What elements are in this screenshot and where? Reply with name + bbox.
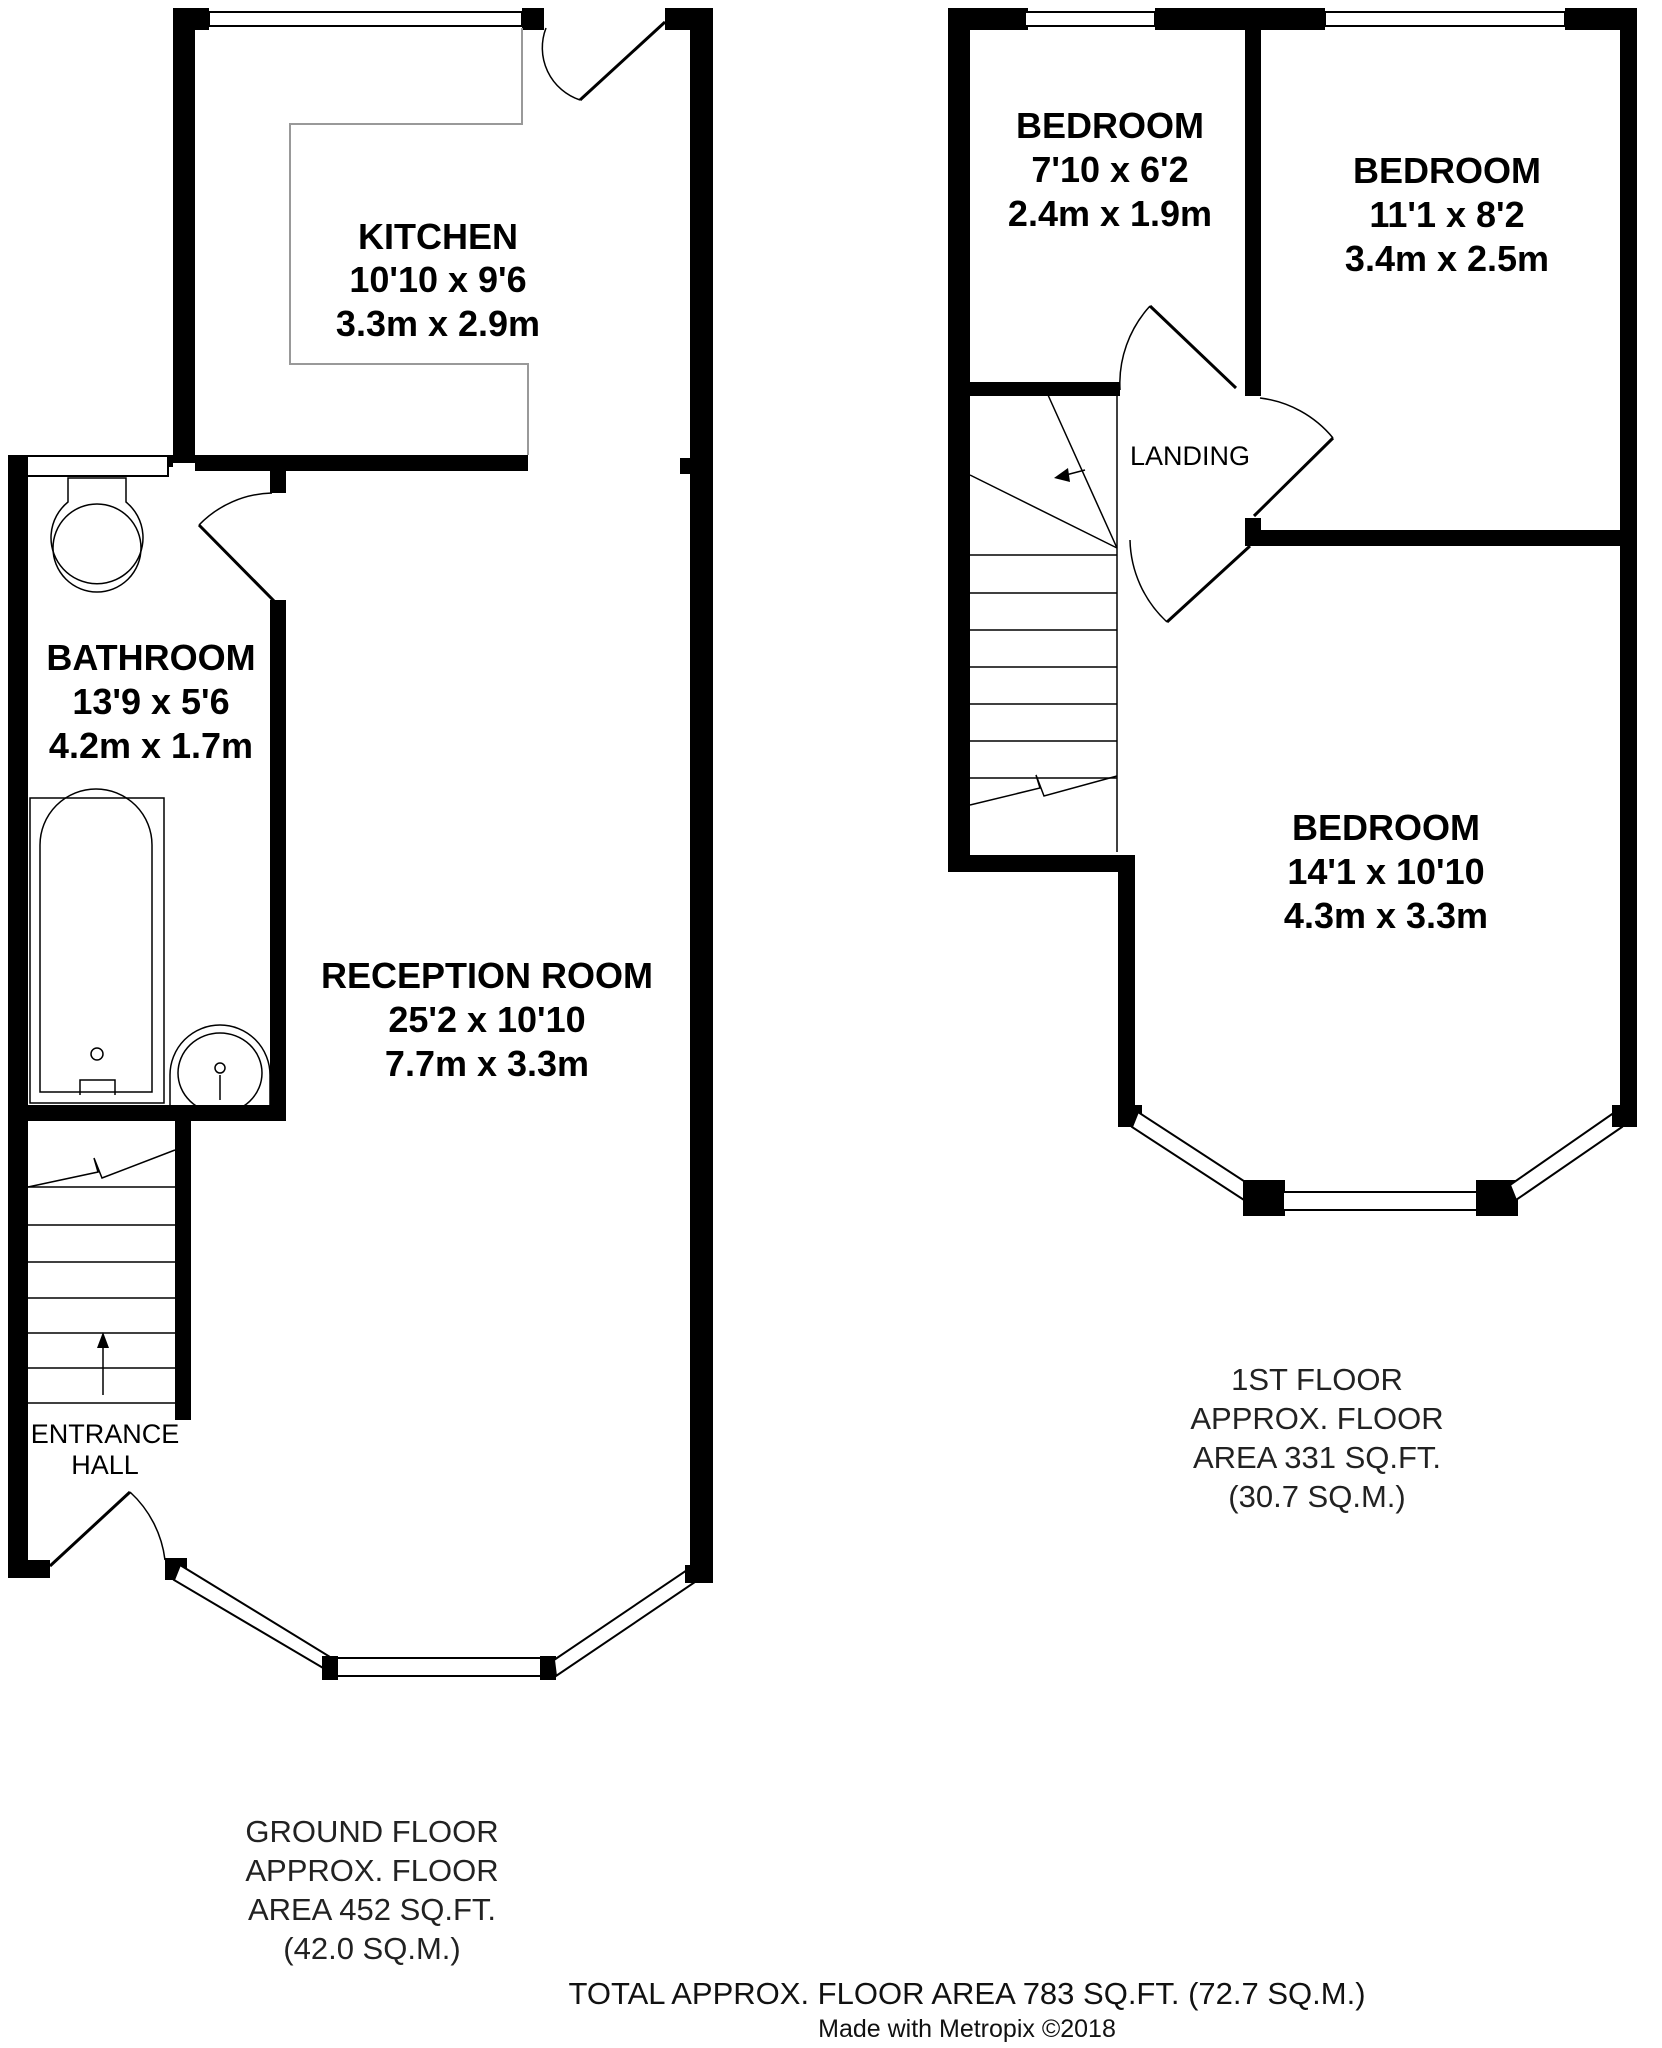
rear-bedroom-label	[1345, 150, 1549, 279]
bathtub-icon	[30, 789, 164, 1103]
ff-wall-small-bedroom-south	[970, 382, 1120, 396]
ff-wall-east	[1620, 8, 1637, 1113]
kitchen-metric: 3.3m x 2.9m	[335, 303, 541, 344]
bathroom-wall-south	[8, 1105, 286, 1121]
gf-area-line4: (42.0 SQ.M.)	[283, 1931, 461, 1966]
kitchen-wall-south	[195, 455, 528, 471]
kitchen-window	[209, 12, 522, 26]
ff-window-small-bedroom	[1025, 12, 1155, 26]
bathroom-door-jamb	[270, 471, 286, 493]
bathroom-door	[199, 525, 278, 605]
rear-bedroom-metric: 3.4m x 2.5m	[1344, 238, 1550, 279]
basin-icon	[170, 1025, 270, 1113]
small-bedroom-name: BEDROOM	[1016, 105, 1204, 146]
small-bedroom-label	[1008, 105, 1212, 234]
small-bedroom-imperial: 7'10 x 6'2	[1031, 149, 1189, 190]
credit-text: Made with Metropix ©2018	[818, 2015, 1116, 2043]
small-bedroom-door-swing	[1120, 306, 1150, 390]
ff-wall-north-mid	[1155, 8, 1325, 30]
rear-bedroom-door-swing	[1260, 398, 1333, 438]
reception-room-label	[321, 955, 653, 1084]
front-bedroom-bay-window	[1118, 1105, 1637, 1216]
reception-metric: 7.7m x 3.3m	[384, 1043, 590, 1084]
front-bedroom-metric: 4.3m x 3.3m	[1283, 895, 1489, 936]
first-floor-area	[1190, 1362, 1443, 1514]
rear-bedroom-imperial: 11'1 x 8'2	[1369, 194, 1525, 235]
small-bedroom-door	[1150, 306, 1236, 388]
front-bedroom-name: BEDROOM	[1292, 807, 1480, 848]
front-bedroom-label	[1284, 807, 1488, 936]
rear-bedroom-door	[1254, 438, 1333, 516]
ff-area-line4: (30.7 SQ.M.)	[1228, 1479, 1406, 1514]
front-bedroom-door-swing	[1130, 540, 1167, 622]
entrance-line1: ENTRANCE	[30, 1419, 180, 1449]
bathroom-wall-east	[270, 600, 286, 1120]
bathroom-imperial: 13'9 x 5'6	[72, 681, 230, 722]
ff-wall-rear-bedroom-south	[1245, 530, 1637, 546]
east-wall	[690, 8, 713, 1578]
kitchen-label	[336, 216, 540, 344]
entrance-threshold	[8, 1560, 50, 1578]
bathroom-window	[20, 456, 168, 476]
ff-front-bedroom-wall-west	[1118, 855, 1135, 1120]
entrance-hall-label	[31, 1419, 180, 1480]
bathroom-metric: 4.2m x 1.7m	[48, 725, 254, 766]
bathroom-door-swing	[199, 493, 272, 525]
rear-bedroom-name: BEDROOM	[1353, 150, 1541, 191]
bathroom-label	[46, 637, 255, 766]
entrance-wall-west	[8, 1105, 28, 1575]
gf-area-line1: GROUND FLOOR	[245, 1814, 499, 1849]
ff-area-line2: APPROX. FLOOR	[1190, 1401, 1444, 1436]
bathroom-wall-west	[8, 455, 28, 1105]
ground-floor-area	[245, 1814, 498, 1966]
east-wall-stub	[680, 458, 690, 474]
front-bedroom-imperial: 14'1 x 10'10	[1287, 851, 1485, 892]
kitchen-wall-north-right	[522, 8, 544, 30]
bathroom-name: BATHROOM	[46, 637, 256, 678]
stair-wall-east	[175, 1120, 191, 1420]
reception-name: RECEPTION ROOM	[320, 955, 654, 996]
total-floor-area: TOTAL APPROX. FLOOR AREA 783 SQ.FT. (72.7 SQ.M.)	[568, 1976, 1366, 2011]
kitchen-imperial: 10'10 x 9'6	[349, 259, 527, 300]
reception-imperial: 25'2 x 10'10	[388, 999, 586, 1040]
ff-wall-rear-bedroom-stub	[1245, 518, 1261, 546]
reception-bay-window	[165, 1558, 713, 1680]
toilet-icon	[51, 478, 143, 592]
gf-area-line2: APPROX. FLOOR	[245, 1853, 499, 1888]
ground-staircase	[28, 1150, 175, 1403]
landing-label: LANDING	[1129, 441, 1251, 471]
kitchen-door-swing	[542, 28, 580, 100]
entrance-door-swing	[130, 1492, 165, 1560]
entrance-line2: HALL	[71, 1450, 139, 1480]
kitchen-door	[580, 22, 665, 100]
kitchen-wall-north-left	[173, 8, 209, 30]
kitchen-name: KITCHEN	[358, 216, 518, 257]
small-bedroom-metric: 2.4m x 1.9m	[1007, 193, 1213, 234]
ff-wall-small-rear-partition	[1245, 28, 1261, 396]
front-bedroom-door	[1167, 546, 1250, 622]
stair-arrow-head-icon	[97, 1332, 109, 1348]
ff-area-line1: 1ST FLOOR	[1231, 1362, 1403, 1397]
ff-wall-west	[948, 8, 970, 870]
gf-area-line3: AREA 452 SQ.FT.	[247, 1892, 497, 1927]
ff-area-line3: AREA 331 SQ.FT.	[1192, 1440, 1442, 1475]
kitchen-wall-west	[173, 8, 195, 463]
ff-window-rear-bedroom	[1325, 12, 1565, 26]
ff-stair-wall-south	[948, 855, 1128, 872]
ff-stair-arrow-head-icon	[1054, 468, 1070, 482]
first-floor-staircase	[970, 392, 1117, 852]
entrance-door	[50, 1492, 130, 1566]
